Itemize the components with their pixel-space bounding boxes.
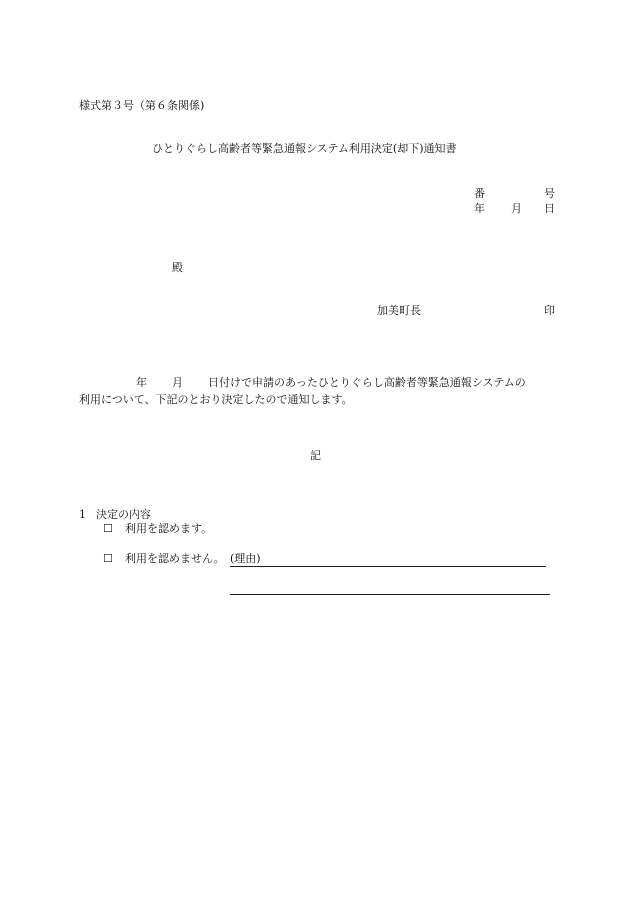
date-month-label: 月 xyxy=(511,202,522,215)
option-denied-label: 利用を認めません。 xyxy=(125,552,225,565)
number-suffix: 号 xyxy=(544,187,555,200)
reason-label: (理由) xyxy=(230,552,261,565)
section1-number: 1 xyxy=(79,508,86,521)
body-line1: 日付けで申請のあったひとりぐらし高齢者等緊急通報システムの xyxy=(208,376,526,389)
date-year-label: 年 xyxy=(474,202,485,215)
seal-mark: 印 xyxy=(544,304,555,317)
form-label: 様式第３号（第６条関係) xyxy=(79,99,205,112)
option-approved-label: 利用を認めます。 xyxy=(125,522,213,535)
denied-checkbox[interactable]: ☐ xyxy=(103,552,113,565)
reason-line-1 xyxy=(230,566,546,567)
body-date-year: 年 xyxy=(136,376,147,389)
approved-checkbox[interactable]: ☐ xyxy=(103,522,113,535)
document-title: ひとりぐらし高齢者等緊急通報システム利用決定(却下)通知書 xyxy=(152,142,457,155)
body-line2: 利用について、下記のとおり決定したので通知します。 xyxy=(79,393,353,406)
date-day-label: 日 xyxy=(544,202,555,215)
reason-line-2 xyxy=(230,594,550,595)
recipient-honorific: 殿 xyxy=(172,261,183,274)
body-date-month: 月 xyxy=(172,376,183,389)
number-prefix: 番 xyxy=(474,187,485,200)
ki-heading: 記 xyxy=(310,449,321,462)
section1-heading: 決定の内容 xyxy=(96,508,151,521)
issuer-name: 加美町長 xyxy=(377,304,421,317)
